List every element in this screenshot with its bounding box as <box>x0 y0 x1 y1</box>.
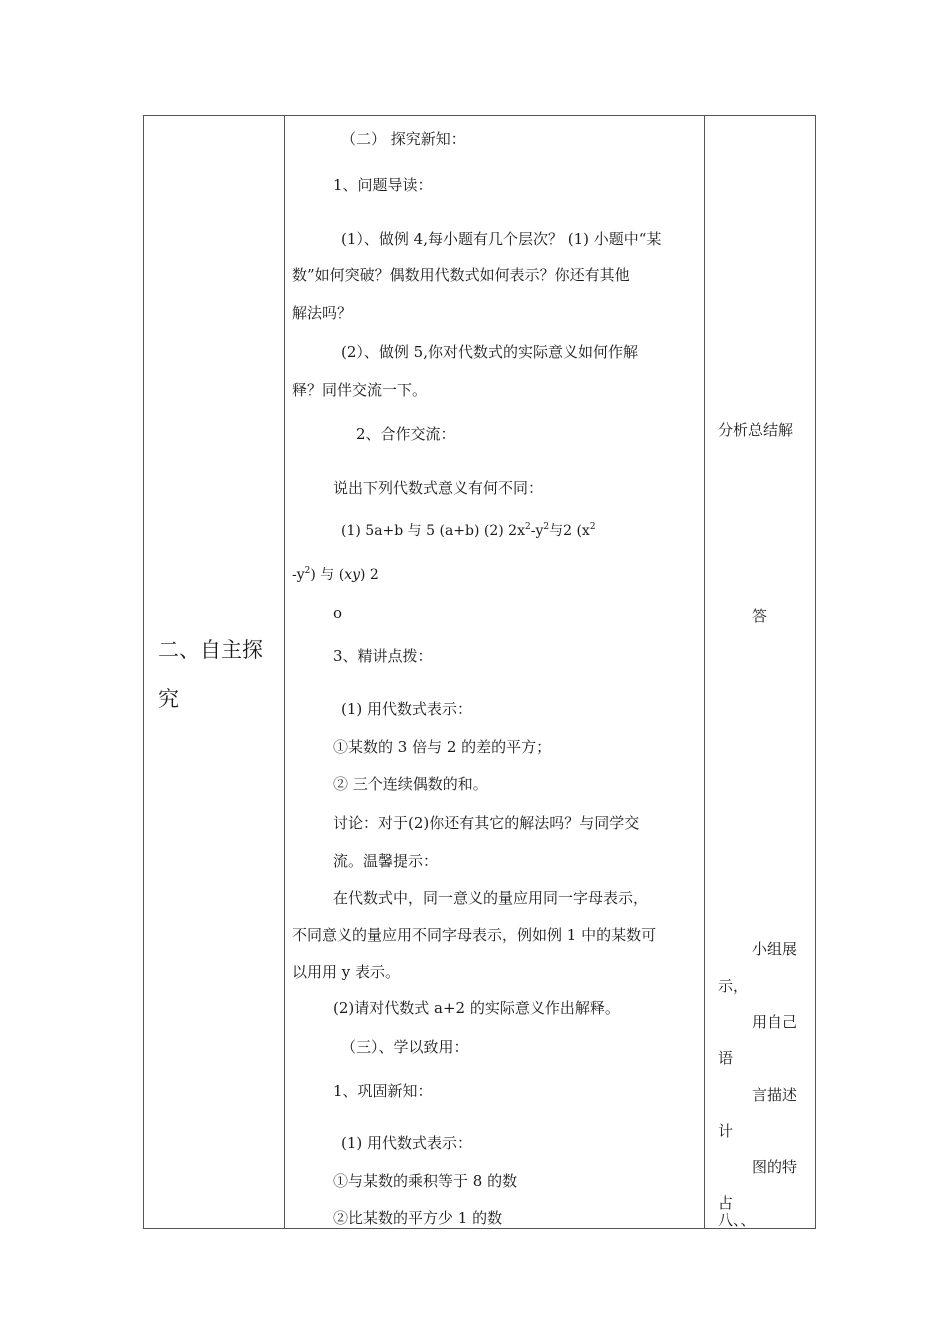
expression-line1 <box>341 521 596 541</box>
note1-line2: 答 <box>752 607 768 625</box>
tip-line3: 以用用 y 表示。 <box>292 963 401 981</box>
expr-sup1: 2 <box>524 522 531 532</box>
discussion-line1: 讨论：对于(2)你还有其它的解法吗？与同学交 <box>333 814 640 832</box>
expr-sup3: 2 <box>589 522 596 532</box>
q1-item2-line1: (2）、做例 5,你对代数式的实际意义如何作解 <box>341 343 638 361</box>
part3-heading: （三）、学以致用： <box>341 1038 469 1056</box>
expr-part-c: 与2 (x <box>549 523 590 539</box>
note2-line2: 示， <box>718 977 749 995</box>
c1-heading: 1、巩固新知： <box>333 1082 433 1100</box>
part2-heading: （二） 探究新知： <box>341 130 466 148</box>
q1-heading: 1、问题导读： <box>333 176 433 194</box>
expr2-variable: xy <box>344 567 361 583</box>
discussion-line2: 流。温馨提示： <box>333 852 439 870</box>
note2-line9: 八、、 <box>718 1211 756 1229</box>
c1-sub2: ②比某数的平方少 1 的数 <box>333 1209 503 1227</box>
expr2-part-a: -y <box>292 567 305 583</box>
c1-sub1: ①与某数的乘积等于 8 的数 <box>333 1172 518 1190</box>
note2-line3: 用自己 <box>752 1013 798 1031</box>
section-title-line2: 究 <box>158 687 179 711</box>
column-divider-left <box>284 116 285 1228</box>
expr2-sup: 2 <box>304 566 311 576</box>
q2-prompt: 说出下列代数式意义有何不同： <box>333 479 544 497</box>
q3-heading: 3、精讲点拨： <box>333 647 433 665</box>
note2-line7: 图的特 <box>752 1158 798 1176</box>
note2-line4: 语 <box>718 1049 734 1067</box>
note1-line1: 分析总结解 <box>718 421 794 439</box>
q3-sub2: ② 三个连续偶数的和。 <box>333 775 488 793</box>
column-divider-right <box>704 116 705 1228</box>
note2-line8: 占 <box>718 1194 734 1212</box>
expr-part-a: (1) 5a+b 与 5 (a+b) (2) 2x <box>341 523 525 539</box>
q3-item1: (1) 用代数式表示： <box>341 700 473 718</box>
expr-part-b: -y <box>530 523 544 539</box>
c1-item1: (1) 用代数式表示： <box>341 1134 473 1152</box>
q3-sub1: ①某数的 3 倍与 2 的差的平方； <box>333 738 552 756</box>
stray-letter: o <box>333 604 343 622</box>
expr2-part-c: ) 2 <box>360 567 379 583</box>
q2-heading: 2、合作交流： <box>356 425 456 443</box>
section-title-line1: 二、自主探 <box>158 638 263 662</box>
expr-sup2: 2 <box>543 522 550 532</box>
q1-item1-line1: (1）、做例 4,每小题有几个层次？ (1) 小题中“某 <box>341 230 662 248</box>
expression-line2 <box>292 565 379 585</box>
tip-line1: 在代数式中，同一意义的量应用同一字母表示， <box>333 889 649 907</box>
note2-line1: 小组展 <box>752 940 798 958</box>
q1-item1-line2: 数”如何突破？偶数用代数式如何表示？你还有其他 <box>292 266 630 284</box>
q1-item1-line3: 解法吗？ <box>292 304 353 322</box>
note2-line5: 言描述 <box>752 1086 798 1104</box>
q3-item2: (2)请对代数式 a+2 的实际意义作出解释。 <box>333 999 620 1017</box>
tip-line2: 不同意义的量应用不同字母表示，例如例 1 中的某数可 <box>292 926 657 944</box>
note2-line6: 计 <box>718 1122 734 1140</box>
q1-item2-line2: 释？同伴交流一下。 <box>292 381 428 399</box>
expr2-part-b: ) 与 ( <box>310 567 345 583</box>
